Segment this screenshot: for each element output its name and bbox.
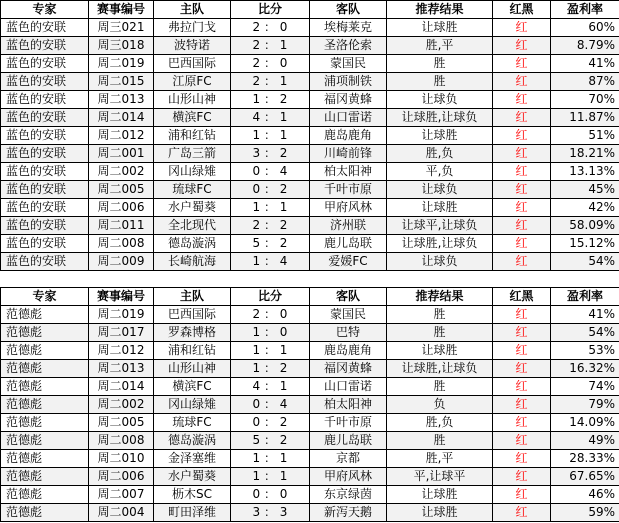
cell-rate: 51% [551, 127, 619, 145]
header-match-id: 赛事编号 [89, 288, 154, 306]
cell-red-black: 红 [493, 145, 551, 163]
cell-expert: 范德彪 [1, 378, 89, 396]
cell-home: 广岛三箭 [154, 145, 231, 163]
cell-match-id: 周三018 [89, 37, 154, 55]
cell-rate: 14.09% [551, 414, 619, 432]
cell-result: 平,让球平 [387, 468, 493, 486]
cell-result: 让球平,让球负 [387, 217, 493, 235]
table-row [1, 235, 619, 253]
cell-away: 鹿儿岛联 [310, 432, 387, 450]
cell-result: 让球胜,让球负 [387, 109, 493, 127]
cell-home: 水户蜀葵 [154, 468, 231, 486]
cell-home: 町田泽维 [154, 504, 231, 522]
cell-score: 2 ： 2 [231, 217, 310, 235]
cell-away: 巴特 [310, 324, 387, 342]
table-row [1, 19, 619, 37]
cell-red-black: 红 [493, 73, 551, 91]
cell-rate: 58.09% [551, 217, 619, 235]
cell-score: 5 ： 2 [231, 235, 310, 253]
cell-red-black: 红 [493, 468, 551, 486]
table-row [1, 306, 619, 324]
cell-away: 千叶市原 [310, 181, 387, 199]
cell-rate: 59% [551, 504, 619, 522]
cell-away: 鹿岛鹿角 [310, 342, 387, 360]
cell-result: 胜,负 [387, 145, 493, 163]
cell-result: 胜 [387, 324, 493, 342]
cell-result: 让球胜 [387, 19, 493, 37]
header-away: 客队 [310, 1, 387, 19]
cell-home: 德岛漩涡 [154, 432, 231, 450]
cell-away: 爱媛FC [310, 253, 387, 271]
cell-away: 新泻天鹅 [310, 504, 387, 522]
table-body [1, 306, 619, 522]
cell-score: 0 ： 4 [231, 396, 310, 414]
cell-rate: 87% [551, 73, 619, 91]
cell-home: 巴西国际 [154, 55, 231, 73]
cell-home: 长崎航海 [154, 253, 231, 271]
cell-expert: 蓝色的安联 [1, 127, 89, 145]
cell-score: 2 ： 1 [231, 73, 310, 91]
cell-match-id: 周二012 [89, 127, 154, 145]
cell-score: 4 ： 1 [231, 109, 310, 127]
table-row [1, 127, 619, 145]
cell-match-id: 周二006 [89, 468, 154, 486]
cell-rate: 41% [551, 55, 619, 73]
cell-match-id: 周二013 [89, 360, 154, 378]
cell-home: 琉球FC [154, 181, 231, 199]
cell-score: 1 ： 1 [231, 199, 310, 217]
cell-home: 浦和红钻 [154, 127, 231, 145]
cell-expert: 范德彪 [1, 432, 89, 450]
cell-red-black: 红 [493, 342, 551, 360]
cell-score: 2 ： 0 [231, 19, 310, 37]
table-row [1, 504, 619, 522]
cell-away: 川崎前锋 [310, 145, 387, 163]
cell-away: 东京绿茵 [310, 486, 387, 504]
cell-score: 1 ： 1 [231, 468, 310, 486]
cell-home: 罗森博格 [154, 324, 231, 342]
header-match-id: 赛事编号 [89, 1, 154, 19]
cell-expert: 范德彪 [1, 504, 89, 522]
cell-red-black: 红 [493, 55, 551, 73]
cell-result: 胜 [387, 73, 493, 91]
header-score: 比分 [231, 1, 310, 19]
cell-away: 圣洛伦索 [310, 37, 387, 55]
cell-away: 埃梅莱克 [310, 19, 387, 37]
cell-rate: 54% [551, 253, 619, 271]
cell-red-black: 红 [493, 181, 551, 199]
cell-result: 让球胜 [387, 127, 493, 145]
cell-match-id: 周二010 [89, 450, 154, 468]
header-expert: 专家 [1, 1, 89, 19]
cell-red-black: 红 [493, 91, 551, 109]
cell-result: 平,负 [387, 163, 493, 181]
cell-away: 山口雷诺 [310, 378, 387, 396]
cell-result: 让球负 [387, 181, 493, 199]
table-row [1, 163, 619, 181]
header-row [1, 288, 619, 306]
cell-match-id: 周二015 [89, 73, 154, 91]
cell-rate: 8.79% [551, 37, 619, 55]
table-row [1, 37, 619, 55]
table-row [1, 253, 619, 271]
table-row [1, 486, 619, 504]
cell-match-id: 周二006 [89, 199, 154, 217]
cell-match-id: 周二019 [89, 306, 154, 324]
cell-red-black: 红 [493, 127, 551, 145]
cell-score: 1 ： 1 [231, 342, 310, 360]
cell-result: 让球负 [387, 91, 493, 109]
cell-match-id: 周二007 [89, 486, 154, 504]
cell-match-id: 周三021 [89, 19, 154, 37]
cell-score: 3 ： 3 [231, 504, 310, 522]
cell-expert: 范德彪 [1, 360, 89, 378]
cell-away: 京都 [310, 450, 387, 468]
cell-score: 0 ： 4 [231, 163, 310, 181]
cell-away: 鹿儿岛联 [310, 235, 387, 253]
table-row [1, 360, 619, 378]
header-red-black: 红黑 [493, 288, 551, 306]
cell-result: 让球胜,让球负 [387, 235, 493, 253]
cell-red-black: 红 [493, 486, 551, 504]
cell-score: 5 ： 2 [231, 432, 310, 450]
header-rate: 盈利率 [551, 288, 619, 306]
cell-rate: 41% [551, 306, 619, 324]
cell-expert: 蓝色的安联 [1, 19, 89, 37]
header-home: 主队 [154, 288, 231, 306]
cell-rate: 15.12% [551, 235, 619, 253]
cell-rate: 45% [551, 181, 619, 199]
cell-rate: 70% [551, 91, 619, 109]
cell-expert: 范德彪 [1, 450, 89, 468]
cell-expert: 范德彪 [1, 414, 89, 432]
cell-score: 1 ： 2 [231, 91, 310, 109]
cell-away: 浦项制铁 [310, 73, 387, 91]
cell-match-id: 周二012 [89, 342, 154, 360]
cell-match-id: 周二002 [89, 396, 154, 414]
cell-rate: 74% [551, 378, 619, 396]
cell-match-id: 周二005 [89, 181, 154, 199]
cell-expert: 范德彪 [1, 324, 89, 342]
table-row [1, 109, 619, 127]
cell-score: 0 ： 0 [231, 486, 310, 504]
cell-away: 蒙国民 [310, 306, 387, 324]
table-row [1, 468, 619, 486]
cell-score: 1 ： 2 [231, 360, 310, 378]
cell-away: 千叶市原 [310, 414, 387, 432]
cell-red-black: 红 [493, 253, 551, 271]
cell-away: 鹿岛鹿角 [310, 127, 387, 145]
table-row [1, 55, 619, 73]
cell-home: 横滨FC [154, 378, 231, 396]
cell-away: 福冈黄蜂 [310, 91, 387, 109]
header-result: 推荐结果 [387, 288, 493, 306]
cell-rate: 54% [551, 324, 619, 342]
cell-result: 让球胜 [387, 504, 493, 522]
cell-expert: 蓝色的安联 [1, 91, 89, 109]
cell-home: 全北现代 [154, 217, 231, 235]
cell-result: 胜,负 [387, 414, 493, 432]
cell-red-black: 红 [493, 19, 551, 37]
cell-red-black: 红 [493, 504, 551, 522]
cell-expert: 范德彪 [1, 342, 89, 360]
table-body [1, 19, 619, 271]
cell-score: 1 ： 1 [231, 127, 310, 145]
cell-rate: 42% [551, 199, 619, 217]
header-result: 推荐结果 [387, 1, 493, 19]
header-row [1, 1, 619, 19]
cell-score: 1 ： 4 [231, 253, 310, 271]
cell-expert: 蓝色的安联 [1, 253, 89, 271]
cell-score: 1 ： 0 [231, 324, 310, 342]
cell-away: 柏太阳神 [310, 163, 387, 181]
header-rate: 盈利率 [551, 1, 619, 19]
cell-away: 山口雷诺 [310, 109, 387, 127]
cell-expert: 蓝色的安联 [1, 181, 89, 199]
cell-red-black: 红 [493, 235, 551, 253]
cell-rate: 28.33% [551, 450, 619, 468]
cell-red-black: 红 [493, 378, 551, 396]
cell-red-black: 红 [493, 163, 551, 181]
table-row [1, 181, 619, 199]
cell-match-id: 周二011 [89, 217, 154, 235]
table-row [1, 450, 619, 468]
cell-expert: 范德彪 [1, 486, 89, 504]
cell-score: 3 ： 2 [231, 145, 310, 163]
cell-rate: 13.13% [551, 163, 619, 181]
cell-home: 水户蜀葵 [154, 199, 231, 217]
cell-match-id: 周二008 [89, 235, 154, 253]
cell-red-black: 红 [493, 324, 551, 342]
cell-red-black: 红 [493, 414, 551, 432]
cell-home: 冈山绿雉 [154, 163, 231, 181]
table-row [1, 414, 619, 432]
cell-score: 4 ： 1 [231, 378, 310, 396]
table-row [1, 91, 619, 109]
cell-match-id: 周二014 [89, 109, 154, 127]
cell-red-black: 红 [493, 396, 551, 414]
table-row [1, 342, 619, 360]
cell-expert: 蓝色的安联 [1, 73, 89, 91]
cell-red-black: 红 [493, 199, 551, 217]
cell-expert: 范德彪 [1, 468, 89, 486]
table-row [1, 145, 619, 163]
cell-match-id: 周二002 [89, 163, 154, 181]
cell-result: 负 [387, 396, 493, 414]
cell-rate: 60% [551, 19, 619, 37]
cell-away: 福冈黄蜂 [310, 360, 387, 378]
cell-score: 0 ： 2 [231, 414, 310, 432]
table-row [1, 199, 619, 217]
cell-red-black: 红 [493, 360, 551, 378]
header-red-black: 红黑 [493, 1, 551, 19]
cell-rate: 49% [551, 432, 619, 450]
cell-expert: 蓝色的安联 [1, 145, 89, 163]
cell-match-id: 周二013 [89, 91, 154, 109]
cell-home: 浦和红钻 [154, 342, 231, 360]
table-row [1, 217, 619, 235]
cell-home: 山形山神 [154, 91, 231, 109]
cell-away: 济州联 [310, 217, 387, 235]
cell-home: 琉球FC [154, 414, 231, 432]
table-row [1, 378, 619, 396]
cell-home: 山形山神 [154, 360, 231, 378]
cell-expert: 蓝色的安联 [1, 235, 89, 253]
cell-red-black: 红 [493, 109, 551, 127]
header-away: 客队 [310, 288, 387, 306]
cell-home: 弗拉门戈 [154, 19, 231, 37]
cell-result: 胜,平 [387, 37, 493, 55]
cell-rate: 79% [551, 396, 619, 414]
cell-match-id: 周二001 [89, 145, 154, 163]
cell-rate: 53% [551, 342, 619, 360]
cell-home: 横滨FC [154, 109, 231, 127]
cell-match-id: 周二019 [89, 55, 154, 73]
cell-result: 让球胜 [387, 342, 493, 360]
cell-expert: 蓝色的安联 [1, 199, 89, 217]
cell-result: 胜,平 [387, 450, 493, 468]
cell-expert: 蓝色的安联 [1, 109, 89, 127]
cell-score: 0 ： 2 [231, 181, 310, 199]
cell-score: 2 ： 1 [231, 37, 310, 55]
cell-expert: 蓝色的安联 [1, 37, 89, 55]
cell-away: 甲府风林 [310, 199, 387, 217]
cell-home: 江原FC [154, 73, 231, 91]
table-row [1, 73, 619, 91]
cell-match-id: 周二005 [89, 414, 154, 432]
cell-result: 让球胜,让球负 [387, 360, 493, 378]
cell-rate: 18.21% [551, 145, 619, 163]
cell-match-id: 周二009 [89, 253, 154, 271]
cell-home: 冈山绿雉 [154, 396, 231, 414]
cell-result: 胜 [387, 306, 493, 324]
cell-home: 德岛漩涡 [154, 235, 231, 253]
cell-home: 金泽塞维 [154, 450, 231, 468]
cell-red-black: 红 [493, 37, 551, 55]
cell-red-black: 红 [493, 450, 551, 468]
cell-home: 巴西国际 [154, 306, 231, 324]
cell-expert: 范德彪 [1, 396, 89, 414]
cell-expert: 范德彪 [1, 306, 89, 324]
cell-score: 2 ： 0 [231, 306, 310, 324]
cell-away: 柏太阳神 [310, 396, 387, 414]
cell-red-black: 红 [493, 217, 551, 235]
cell-score: 1 ： 1 [231, 450, 310, 468]
cell-away: 蒙国民 [310, 55, 387, 73]
cell-home: 枥木SC [154, 486, 231, 504]
header-score: 比分 [231, 288, 310, 306]
cell-score: 2 ： 0 [231, 55, 310, 73]
cell-rate: 67.65% [551, 468, 619, 486]
table-row [1, 432, 619, 450]
expert-table-2 [0, 287, 619, 522]
cell-result: 让球胜 [387, 199, 493, 217]
cell-red-black: 红 [493, 432, 551, 450]
cell-expert: 蓝色的安联 [1, 163, 89, 181]
cell-result: 胜 [387, 378, 493, 396]
cell-rate: 11.87% [551, 109, 619, 127]
header-expert: 专家 [1, 288, 89, 306]
cell-expert: 蓝色的安联 [1, 217, 89, 235]
header-home: 主队 [154, 1, 231, 19]
cell-match-id: 周二004 [89, 504, 154, 522]
cell-result: 让球负 [387, 253, 493, 271]
cell-expert: 蓝色的安联 [1, 55, 89, 73]
cell-rate: 16.32% [551, 360, 619, 378]
table-row [1, 324, 619, 342]
cell-rate: 46% [551, 486, 619, 504]
cell-match-id: 周二008 [89, 432, 154, 450]
cell-home: 波特诺 [154, 37, 231, 55]
cell-result: 让球胜 [387, 486, 493, 504]
cell-result: 胜 [387, 55, 493, 73]
cell-match-id: 周二017 [89, 324, 154, 342]
table-row [1, 396, 619, 414]
cell-red-black: 红 [493, 306, 551, 324]
cell-away: 甲府风林 [310, 468, 387, 486]
cell-result: 胜 [387, 432, 493, 450]
cell-match-id: 周二014 [89, 378, 154, 396]
